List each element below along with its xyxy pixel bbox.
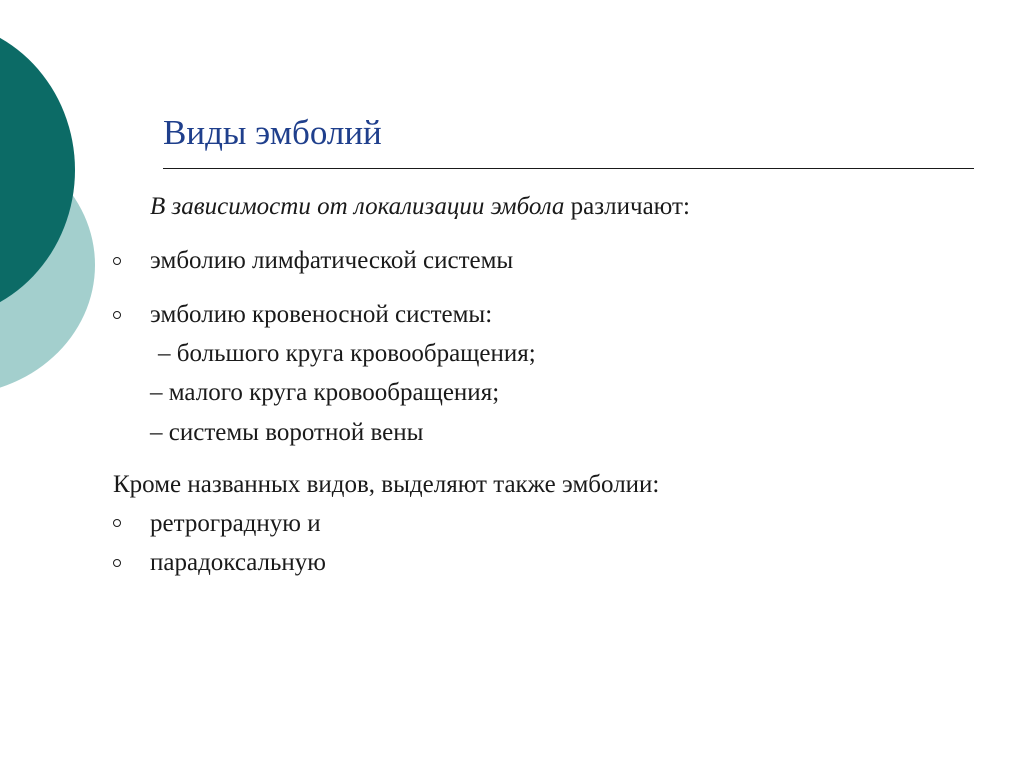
subitem-systemic-circulation: – большого круга кровообращения; xyxy=(158,340,536,367)
bullet-icon xyxy=(113,311,121,319)
bullet-icon xyxy=(113,559,121,567)
list-item-paradoxical: парадоксальную xyxy=(150,549,326,576)
intro-rest-text: различают: xyxy=(564,193,690,220)
extra-heading: Кроме названных видов, выделяют также эмболии: xyxy=(113,471,660,498)
intro-line xyxy=(150,192,690,222)
list-item-lymphatic: эмболию лимфатической системы xyxy=(150,247,514,274)
bullet-icon xyxy=(113,519,121,527)
slide-title: Виды эмболий xyxy=(163,113,382,152)
bullet-icon xyxy=(113,257,121,265)
title-divider xyxy=(163,168,974,169)
intro-italic-text: В зависимости от локализации эмбола xyxy=(150,193,565,220)
subitem-pulmonary-circulation: – малого круга кровообращения; xyxy=(150,379,500,406)
list-item-retrograde: ретроградную и xyxy=(150,510,321,537)
list-item-blood: эмболию кровеносной системы: xyxy=(150,301,493,328)
subitem-portal-vein: – системы воротной вены xyxy=(150,419,424,446)
